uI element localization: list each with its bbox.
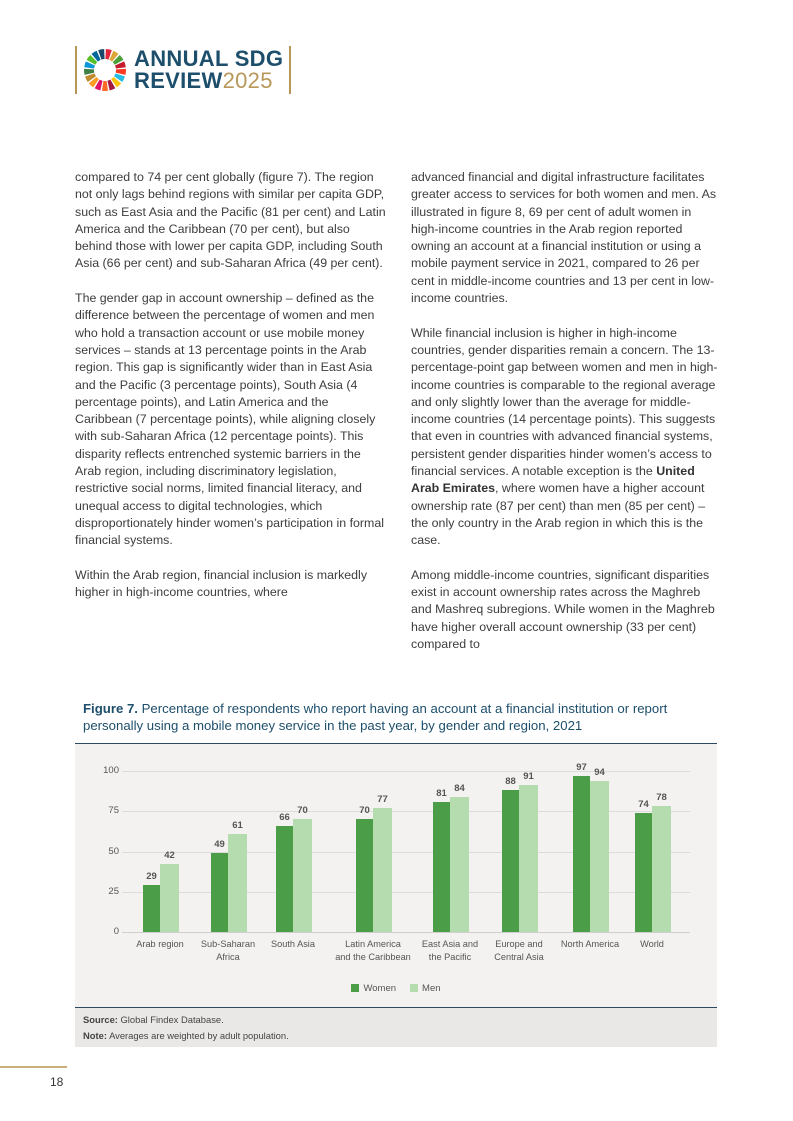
- bar-women: [502, 790, 519, 932]
- logo-right-rule: [289, 46, 291, 94]
- y-axis-tick-label: 50: [108, 845, 119, 857]
- report-logo: [75, 45, 291, 95]
- note-label: Note:: [83, 1030, 107, 1041]
- paragraph: Among middle-income countries, significant disparities exist in account ownership rates across the Maghreb and Mashreq subregions. While women in the Maghreb have higher overall account ownership (33 per cent) compared to: [411, 567, 715, 652]
- source-text: Global Findex Database.: [120, 1014, 224, 1025]
- sdg-color-wheel-icon: [83, 48, 127, 92]
- bar-men: [590, 781, 609, 932]
- category-label-line: and the Caribbean: [335, 952, 411, 962]
- data-label-women: 88: [505, 776, 516, 788]
- note-text: Averages are weighted by adult population.: [109, 1030, 289, 1041]
- paragraph-text: , where women have a higher account ownership rate (87 per cent) than men (85 per cent) – the only country in the Arab region in which this is the case.: [411, 481, 706, 548]
- paragraph: The gender gap in account ownership – defined as the difference between the percentage of women and men who hold a transaction account or use mobile money services – stands at 13 percentage points in the Arab region. This gap is significantly wider than in East Asia and the Pacific (3 percentage points), South Asia (4 percentage points), and Latin America and the Caribbean (7 percentage points), while aligning closely with sub-Saharan Africa (12 percentage points). This disparity reflects entrenched systemic barriers in the Arab region, including discriminatory legislation, restrictive social norms, limited financial literacy, and unequal access to digital technologies, which disproportionately hinder women’s participation in formal financial systems.: [75, 291, 385, 548]
- figure-caption: Percentage of respondents who report having an account at a financial institution or report personally using a mobile money service in the past year, by gender and region, 2021: [83, 701, 668, 733]
- legend-label: Men: [422, 983, 441, 994]
- logo-year: 2025: [222, 68, 273, 93]
- y-axis-tick-label: 100: [103, 765, 119, 776]
- page-footer-rule: [0, 1066, 67, 1068]
- y-axis-tick-label: 75: [108, 805, 119, 817]
- bar-women: [143, 885, 160, 932]
- paragraph: [411, 325, 721, 550]
- bar-men: [652, 806, 671, 932]
- data-label-men: 84: [454, 782, 465, 794]
- logo-text: [134, 48, 283, 92]
- data-label-men: 91: [523, 771, 534, 783]
- data-label-women: 49: [214, 839, 225, 851]
- bar-women: [276, 826, 293, 932]
- bar-men: [293, 819, 312, 932]
- bold-country-name: United Arab Emirates: [411, 464, 695, 496]
- category-label-line: Arab region: [136, 939, 184, 949]
- paragraph: advanced financial and digital infrastructure facilitates greater access to services for both women and men. As illustrated in figure 8, 69 per cent of adult women in high-income countries in the Arab region reported owning an account at a financial institution or using a mobile payment service in 2021, compared to 26 per cent in middle-income countries and 13 per cent in low-income countries.: [411, 170, 717, 306]
- category-label-line: South Asia: [271, 939, 315, 949]
- paragraph: compared to 74 per cent globally (figure 7). The region not only lags behind regions with similar per capita GDP, such as East Asia and the Pacific (81 per cent) and Latin America and the Caribbean (70 per cent), but also behind those with lower per capita GDP, including South Asia (66 per cent) and sub-Saharan Africa (49 per cent).: [75, 170, 386, 271]
- data-label-men: 94: [594, 766, 605, 778]
- data-label-men: 42: [164, 850, 175, 862]
- chart-legend: [75, 983, 717, 994]
- bar-men: [519, 785, 538, 932]
- logo-title-line2: [134, 70, 283, 92]
- data-label-men: 77: [377, 794, 388, 806]
- bar-women: [211, 853, 228, 932]
- figure-title: [83, 701, 713, 734]
- figure-notes: [75, 1007, 717, 1047]
- category-label-line: Latin America: [345, 939, 401, 949]
- bar-women: [573, 776, 590, 932]
- bar-women: [433, 802, 450, 932]
- data-label-women: 74: [638, 798, 649, 810]
- source-label: Source:: [83, 1014, 118, 1025]
- category-label-line: the Pacific: [428, 952, 472, 962]
- bar-men: [450, 797, 469, 932]
- data-label-men: 70: [297, 805, 308, 817]
- category-label-line: Europe and: [495, 939, 543, 949]
- bar-chart: [75, 743, 717, 1008]
- legend-swatch-icon: [351, 984, 359, 992]
- category-label-line: Africa: [216, 952, 240, 962]
- data-label-men: 61: [232, 819, 243, 831]
- data-label-women: 29: [146, 871, 157, 883]
- data-label-women: 70: [359, 805, 370, 817]
- bar-women: [635, 813, 652, 932]
- bar-men: [373, 808, 392, 932]
- category-label-line: East Asia and: [421, 939, 479, 949]
- category-label-line: North America: [560, 939, 620, 949]
- logo-title-line1: ANNUAL SDG: [134, 46, 284, 71]
- x-axis-category-label: [607, 938, 697, 951]
- y-axis-tick-label: 0: [113, 926, 119, 937]
- figure-label: Figure 7.: [83, 701, 138, 716]
- data-label-women: 97: [576, 761, 587, 773]
- legend-item-women: [351, 983, 396, 994]
- legend-item-men: [410, 983, 440, 994]
- paragraph-text: While financial inclusion is higher in high-income countries, gender disparities remain a concern. The 13-percentage-point gap between women and men in high-income countries is comparable to the regional average and only slightly lower than the average for middle-income countries (14 percentage points). This suggests that even in countries with advanced financial systems, persistent gender disparities hinder women’s access to financial services. A notable exception is the: [411, 325, 718, 479]
- body-left-column: [75, 169, 387, 619]
- gridline: [122, 932, 690, 933]
- note-line: [83, 1030, 289, 1041]
- source-line: [83, 1014, 224, 1025]
- body-right-column: [411, 169, 721, 671]
- legend-swatch-icon: [410, 984, 418, 992]
- x-axis-category-label: [248, 938, 338, 951]
- category-label-line: World: [640, 939, 664, 949]
- data-label-women: 81: [436, 787, 447, 799]
- logo-word-review: REVIEW: [134, 68, 223, 93]
- page-number: 18: [50, 1075, 64, 1089]
- y-axis-tick-label: 25: [108, 885, 119, 897]
- legend-label: Women: [363, 983, 397, 994]
- bar-women: [356, 819, 373, 932]
- category-label-line: Central Asia: [494, 952, 544, 962]
- data-label-men: 78: [656, 792, 667, 804]
- category-label-line: Sub-Saharan: [200, 939, 256, 949]
- logo-left-rule: [75, 46, 77, 94]
- paragraph: Within the Arab region, financial inclusion is markedly higher in high-income countries, where: [75, 567, 368, 600]
- data-label-women: 66: [279, 811, 290, 823]
